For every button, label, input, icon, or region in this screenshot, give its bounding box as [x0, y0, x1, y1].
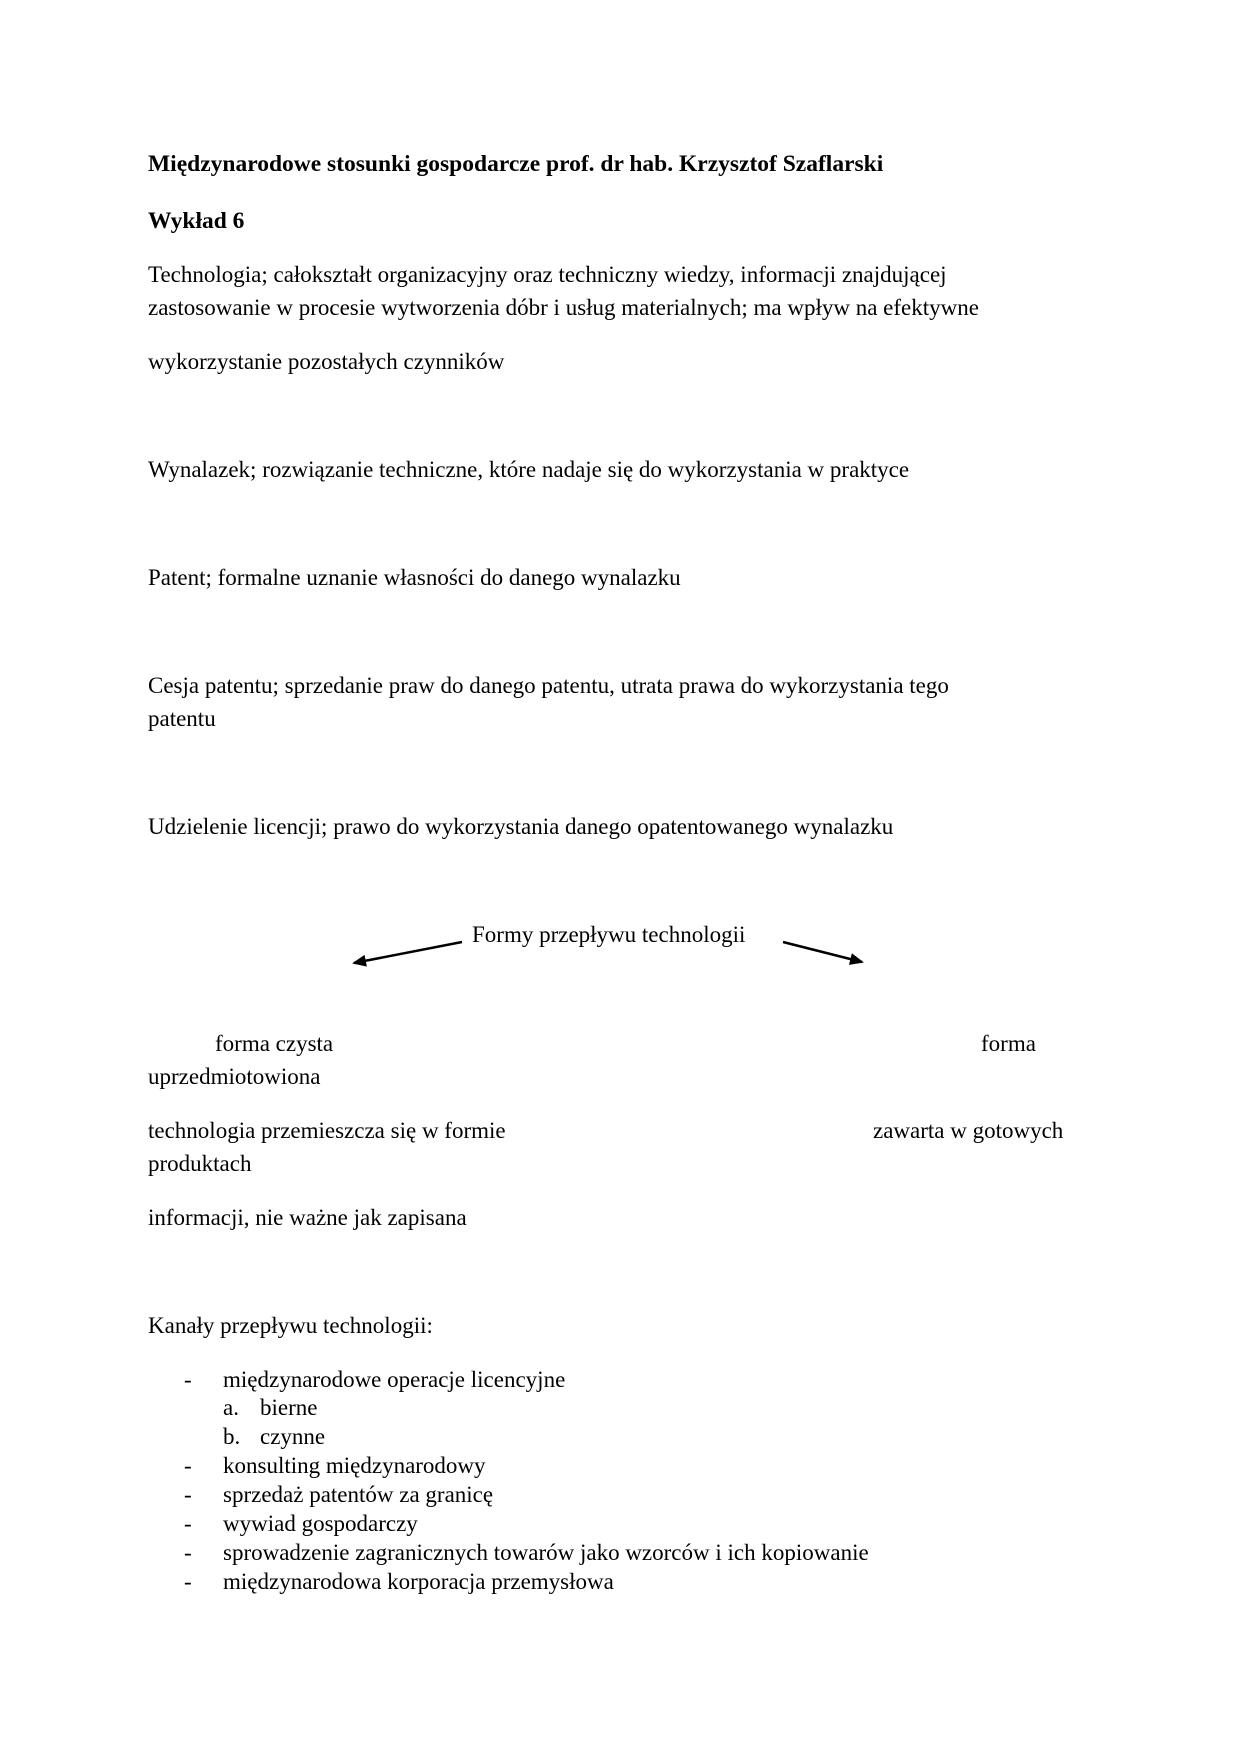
channels-heading: Kanały przepływu technologii:: [148, 1313, 433, 1338]
diagram-center-label: Formy przepływu technologii: [472, 922, 746, 947]
form-pure-desc-2: informacji, nie ważne jak zapisana: [148, 1205, 467, 1230]
bullet-dash: -: [184, 1540, 192, 1565]
list-item: sprzedaż patentów za granicę: [223, 1482, 494, 1507]
form-embodied-heading-cont: uprzedmiotowiona: [148, 1064, 321, 1089]
sub-item: czynne: [260, 1424, 326, 1449]
definition-cesja-line-1: Cesja patentu; sprzedanie praw do danego patentu, utrata prawa do wykorzystania tego: [148, 673, 949, 698]
form-embodied-desc-cont: produktach: [148, 1151, 252, 1176]
list-item: konsulting międzynarodowy: [223, 1453, 486, 1478]
definition-technologia-line-1: Technologia; całokształt organizacyjny oraz techniczny wiedzy, informacji znajdującej: [148, 262, 947, 287]
definition-wynalazek: Wynalazek; rozwiązanie techniczne, które nadaje się do wykorzystania w praktyce: [148, 457, 910, 482]
sub-item-label: a.: [223, 1395, 239, 1420]
form-embodied-desc-1: zawarta w gotowych: [873, 1118, 1064, 1143]
sub-item: bierne: [260, 1395, 318, 1420]
definition-licencja: Udzielenie licencji; prawo do wykorzystania danego opatentowanego wynalazku: [148, 814, 894, 839]
arrow-right: [783, 942, 862, 962]
bullet-dash: -: [184, 1511, 192, 1536]
definition-patent: Patent; formalne uznanie własności do danego wynalazku: [148, 565, 681, 590]
list-item: sprowadzenie zagranicznych towarów jako wzorców i ich kopiowanie: [223, 1540, 869, 1565]
bullet-dash: -: [184, 1482, 192, 1507]
definition-technologia-line-3: wykorzystanie pozostałych czynników: [148, 349, 505, 374]
definition-cesja-line-2: patentu: [148, 706, 216, 731]
document-title: Międzynarodowe stosunki gospodarcze prof. dr hab. Krzysztof Szaflarski: [148, 151, 884, 177]
form-pure-desc-1: technologia przemieszcza się w formie: [148, 1118, 506, 1143]
bullet-dash: -: [184, 1569, 192, 1594]
list-item: międzynarodowa korporacja przemysłowa: [223, 1569, 614, 1594]
definition-technologia-line-2: zastosowanie w procesie wytworzenia dóbr i usług materialnych; ma wpływ na efektywne: [148, 295, 979, 320]
arrow-left: [354, 942, 462, 963]
list-item: międzynarodowe operacje licencyjne: [223, 1367, 566, 1392]
lecture-number: Wykład 6: [148, 208, 245, 234]
bullet-dash: -: [184, 1367, 192, 1392]
bullet-dash: -: [184, 1453, 192, 1478]
list-item: wywiad gospodarczy: [223, 1511, 418, 1536]
form-pure-heading: forma czysta: [215, 1031, 334, 1056]
form-embodied-heading: forma: [981, 1031, 1036, 1056]
sub-item-label: b.: [223, 1424, 241, 1449]
